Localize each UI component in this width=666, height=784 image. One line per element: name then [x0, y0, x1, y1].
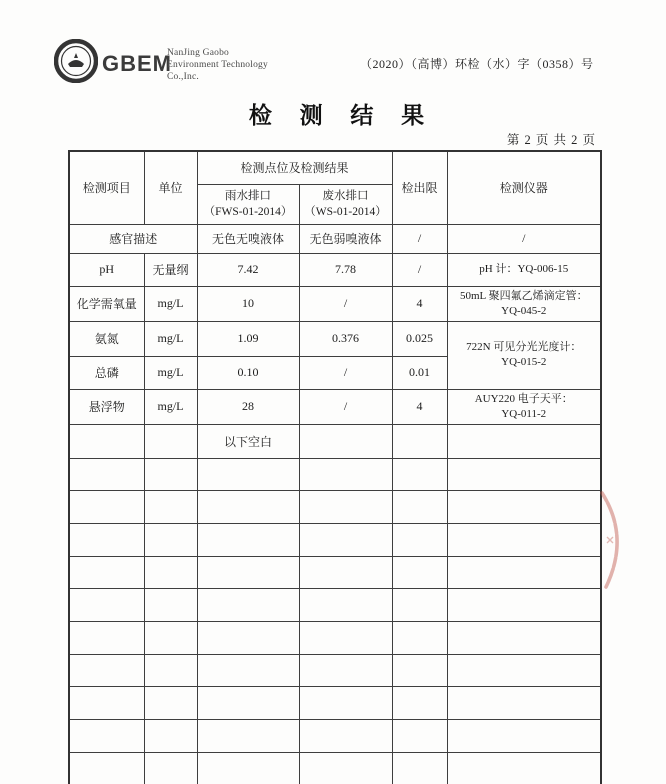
instrument-name: AUY220 电子天平：: [474, 392, 573, 405]
empty-cell: [197, 621, 299, 654]
company-name: [167, 47, 268, 83]
empty-cell: [447, 720, 601, 753]
empty-cell: [144, 687, 197, 720]
col-header-detection-limit: 检出限: [392, 151, 447, 224]
empty-cell: [447, 458, 601, 491]
empty-cell: [447, 523, 601, 556]
col-header-item: 检测项目: [69, 151, 144, 224]
cell-rain: 0.10: [197, 356, 299, 389]
logo-wordmark: GBEM: [102, 51, 172, 76]
empty-cell: [299, 752, 392, 784]
empty-row: [69, 752, 601, 784]
cell-waste: 无色弱嗅液体: [299, 224, 392, 253]
empty-row: [69, 687, 601, 720]
table-row-blank-below: [69, 424, 601, 458]
empty-cell: [447, 621, 601, 654]
gbem-logo-icon: [54, 39, 98, 83]
col-header-rain-outlet: [197, 184, 299, 224]
empty-row: [69, 654, 601, 687]
empty-cell: [197, 491, 299, 524]
empty-cell: [392, 752, 447, 784]
empty-cell: [69, 556, 144, 589]
empty-cell: [392, 687, 447, 720]
empty-cell: [197, 654, 299, 687]
cell-waste: [299, 424, 392, 458]
empty-cell: [144, 556, 197, 589]
cell-limit: [392, 424, 447, 458]
cell-unit: mg/L: [144, 321, 197, 356]
cell-item: 感官描述: [69, 224, 197, 253]
cell-item: 总磷: [69, 356, 144, 389]
empty-cell: [69, 654, 144, 687]
report-number: （2020）（高博）环检（水）字（0358）号: [360, 57, 594, 71]
empty-cell: [144, 491, 197, 524]
empty-cell: [392, 491, 447, 524]
table-row-sensory: [69, 224, 601, 253]
empty-cell: [197, 523, 299, 556]
empty-cell: [299, 621, 392, 654]
empty-cell: [392, 654, 447, 687]
empty-cell: [144, 458, 197, 491]
cell-limit: /: [392, 224, 447, 253]
empty-cell: [392, 458, 447, 491]
empty-cell: [197, 589, 299, 622]
empty-cell: [69, 589, 144, 622]
cell-instrument: [447, 389, 601, 424]
col-header-waste-outlet: [299, 184, 392, 224]
empty-cell: [69, 752, 144, 784]
cell-rain: 28: [197, 389, 299, 424]
outlet-name: 废水排口: [322, 190, 369, 202]
cell-rain: 1.09: [197, 321, 299, 356]
cell-limit: 0.025: [392, 321, 447, 356]
instrument-name: 722N 可见分光光度计：: [466, 341, 582, 353]
col-header-unit: 单位: [144, 151, 197, 224]
cell-unit: mg/L: [144, 286, 197, 321]
cell-instrument: [447, 321, 601, 389]
cell-limit: /: [392, 253, 447, 286]
cell-item: pH: [69, 253, 144, 286]
col-header-points-group: 检测点位及检测结果: [197, 151, 392, 184]
cell-instrument: pH 计：YQ-006-15: [447, 253, 601, 286]
table-row-suspended-solids: [69, 389, 601, 424]
empty-cell: [447, 687, 601, 720]
empty-cell: [197, 752, 299, 784]
cell-rain: 10: [197, 286, 299, 321]
empty-cell: [447, 654, 601, 687]
cell-waste: /: [299, 356, 392, 389]
cell-unit: mg/L: [144, 356, 197, 389]
cell-limit: 0.01: [392, 356, 447, 389]
empty-row: [69, 621, 601, 654]
outlet-code: （WS-01-2014）: [304, 206, 387, 218]
empty-cell: [144, 523, 197, 556]
empty-cell: [392, 589, 447, 622]
empty-cell: [69, 687, 144, 720]
empty-cell: [144, 720, 197, 753]
empty-cell: [299, 556, 392, 589]
empty-cell: [392, 621, 447, 654]
instrument-code: YQ-015-2: [501, 356, 547, 368]
empty-cell: [197, 687, 299, 720]
cell-item: 氨氮: [69, 321, 144, 356]
empty-cell: [299, 458, 392, 491]
cell-limit: 4: [392, 286, 447, 321]
empty-cell: [299, 491, 392, 524]
empty-cell: [69, 458, 144, 491]
empty-cell: [69, 621, 144, 654]
empty-cell: [144, 654, 197, 687]
company-line: Environment Technology: [167, 60, 268, 70]
empty-cell: [299, 687, 392, 720]
empty-cell: [69, 523, 144, 556]
instrument-code: YQ-045-2: [501, 304, 547, 317]
header-row: [69, 151, 601, 184]
empty-cell: [197, 458, 299, 491]
empty-cell: [392, 556, 447, 589]
outlet-code: （FWS-01-2014）: [203, 206, 293, 218]
company-line: NanJing Gaobo: [167, 48, 229, 58]
table-row-cod: [69, 286, 601, 321]
empty-cell: [299, 589, 392, 622]
page-title: 检 测 结 果: [248, 103, 436, 128]
company-line: Co.,Inc.: [167, 72, 199, 82]
empty-row: [69, 523, 601, 556]
empty-cell: [197, 556, 299, 589]
cell-rain: 7.42: [197, 253, 299, 286]
table-row-ammonia: [69, 321, 601, 356]
empty-cell: [299, 654, 392, 687]
empty-row: [69, 589, 601, 622]
empty-cell: [197, 720, 299, 753]
cell-waste: 7.78: [299, 253, 392, 286]
results-table: [68, 150, 602, 784]
cell-unit: [144, 424, 197, 458]
empty-cell: [69, 491, 144, 524]
cell-item: 化学需氧量: [69, 286, 144, 321]
empty-cell: [392, 523, 447, 556]
empty-cell: [69, 720, 144, 753]
empty-row: [69, 458, 601, 491]
page-number: 第 2 页 共 2 页: [506, 133, 596, 147]
cell-waste: /: [299, 389, 392, 424]
cell-instrument: [447, 424, 601, 458]
cell-unit: mg/L: [144, 389, 197, 424]
empty-row: [69, 720, 601, 753]
outlet-name: 雨水排口: [225, 190, 271, 202]
cell-instrument: /: [447, 224, 601, 253]
instrument-code: YQ-011-2: [501, 407, 547, 420]
empty-cell: [447, 556, 601, 589]
instrument-name: 50mL 聚四氟乙烯滴定管：: [459, 289, 588, 302]
col-header-instrument: 检测仪器: [447, 151, 601, 224]
cell-rain: 以下空白: [197, 424, 299, 458]
cell-item: 悬浮物: [69, 389, 144, 424]
empty-row: [69, 556, 601, 589]
table-body: [69, 224, 601, 784]
cell-instrument: [447, 286, 601, 321]
cell-limit: 4: [392, 389, 447, 424]
table-row-ph: [69, 253, 601, 286]
empty-cell: [299, 720, 392, 753]
cell-waste: /: [299, 286, 392, 321]
empty-cell: [392, 720, 447, 753]
empty-cell: [447, 752, 601, 784]
cell-item: [69, 424, 144, 458]
empty-cell: [447, 491, 601, 524]
empty-cell: [144, 752, 197, 784]
empty-cell: [299, 523, 392, 556]
empty-cell: [447, 589, 601, 622]
cell-rain: 无色无嗅液体: [197, 224, 299, 253]
cell-unit: 无量纲: [144, 253, 197, 286]
empty-cell: [144, 621, 197, 654]
cell-waste: 0.376: [299, 321, 392, 356]
empty-row: [69, 491, 601, 524]
empty-cell: [144, 589, 197, 622]
